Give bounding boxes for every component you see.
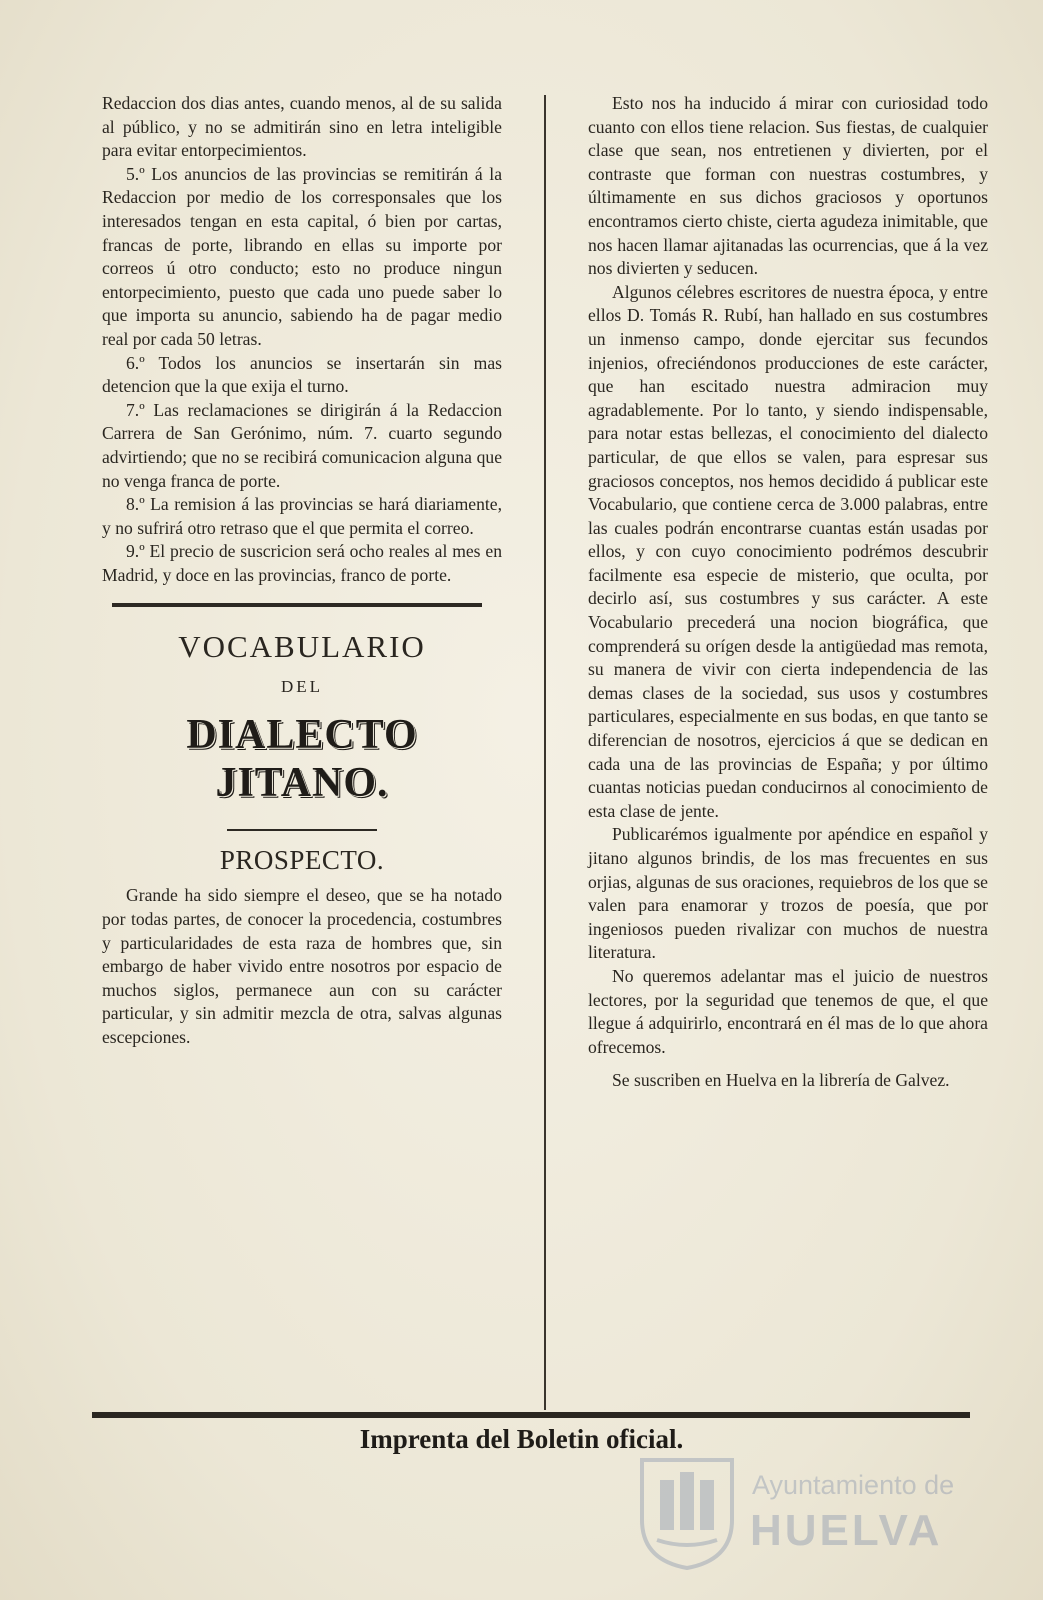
right-column	[588, 92, 988, 1093]
paragraph: 8.º La remision á las provincias se hará diariamente, y no sufrirá otro retraso que el que permita el correo.	[102, 494, 502, 538]
paragraph: No queremos adelantar mas el juicio de nuestros lectores, por la seguridad que tenemos de que, el que llegue á adquirirlo, encontrará en él mas de lo que ahora ofrecemos.	[588, 965, 988, 1057]
left-column	[102, 92, 502, 1050]
heading-divider	[227, 829, 377, 831]
paragraph: Algunos célebres escritores de nuestra época, y entre ellos D. Tomás R. Rubí, han hallado en sus costumbres un inmenso campo, donde ejercitar sus fecundos injenios, ofreciéndonos producciones de este carácter, que han escitado nuestra admiracion muy agradablemente. Por lo tanto, y siendo indispensable, para notar estas bellezas, el conocimiento del dialecto particular, de que ellos se valen, para espresar sus graciosos conceptos, nos hemos decidido á publicar este Vocabulario, que contiene cerca de 3.000 palabras, entre las cuales podrán encontrarse cuantas están usadas por ellos, y con cuyo conocimiento podrémos descubrir facilmente esa especie de misterio, que oculta, por decirlo así, sus costumbres y sus carácter. A este Vocabulario precederá una nocion biográfica, que comprenderá su orígen desde la antigüedad mas remota, su manera de vivir con cierta independencia de las demas clases de la sociedad, sus usos y costumbres particulares, especialmente en sus bodas, en que tanto se diferencian de nosotros, ejercicios á que se dedican en cada una de las provincias de España; y por último cuantas noticias puedan conducirnos al conocimiento de esta clase de jente.	[588, 281, 988, 821]
heading-dialecto-jitano: DIALECTO JITANO.	[186, 712, 418, 807]
paragraph: 6.º Todos los anuncios se insertarán sin mas detencion que la que exija el turno.	[102, 352, 502, 397]
paragraph: 5.º Los anuncios de las provincias se remitirán á la Redaccion por medio de los corresponsales que los interesados tengan en esta capital, ó bien por cartas, francas de porte, librando en ellas su importe por correos ú otro conducto; esto no produce ningun entorpecimiento, puesto que cada uno puede saber lo que importa su anuncio, sabiendo ha de pagar medio real por cada 50 letras.	[102, 163, 502, 349]
prospecto-paragraph: Grande ha sido siempre el deseo, que se ha notado por todas partes, de conocer la procedencia, costumbres y particularidades de esta raza de hombres que, sin embargo de haber vivido entre nosotros por espacio de muchos siglos, permanece aun con su carácter particular, y sin admitir mezcla de otra, salvas algunas escepciones.	[102, 885, 502, 1048]
paragraph: Redaccion dos dias antes, cuando menos, al de su salida al público, y no se admitirán sino en letra inteligible para evitar entorpecimientos.	[102, 93, 502, 161]
paragraph: Publicarémos igualmente por apéndice en español y jitano algunos brindis, de los mas frecuentes en sus orjias, algunas de sus oraciones, requiebros de los que se valen para enamorar y trozos de poesía, que por ingeniosos pueden rivalizar con muchos de nuestra literatura.	[588, 824, 988, 963]
section-divider	[112, 603, 482, 607]
watermark-line2: HUELVA	[750, 1506, 943, 1555]
watermark	[632, 1450, 992, 1570]
footer-rule	[92, 1412, 970, 1418]
coat-of-arms-icon	[632, 1450, 742, 1570]
heading-prospecto: PROSPECTO.	[219, 845, 385, 876]
closing-note: Se suscriben en Huelva en la librería de Galvez.	[612, 1070, 950, 1091]
heading-del: DEL	[280, 677, 324, 697]
heading-vocabulario: VOCABULARIO	[178, 629, 426, 665]
spacer	[588, 1059, 988, 1069]
paragraph: Esto nos ha inducido á mirar con curiosidad todo cuanto con ellos tiene relacion. Sus fiestas, de cualquier clase que sean, nos entretienen y divierten, por el contraste que forman con nuestras costumbres, y últimamente en sus dichos graciosos y oportunos encontramos cierto chiste, cierta agudeza inimitable, que nos hacen llamar ajitanadas las ocurrencias, que á la vez nos divierten y seducen.	[588, 93, 988, 279]
column-rule	[544, 95, 546, 1410]
imprint: Imprenta del Boletin oficial.	[359, 1424, 684, 1454]
watermark-line1: Ayuntamiento de	[752, 1470, 955, 1500]
paragraph: 9.º El precio de suscricion será ocho reales al mes en Madrid, y doce en las provincias, franco de porte.	[102, 541, 502, 585]
paragraph: 7.º Las reclamaciones se dirigirán á la Redaccion Carrera de San Gerónimo, núm. 7. cuarto segundo advirtiendo; que no se recibirá comunicacion alguna que no venga franca de porte.	[102, 399, 502, 491]
